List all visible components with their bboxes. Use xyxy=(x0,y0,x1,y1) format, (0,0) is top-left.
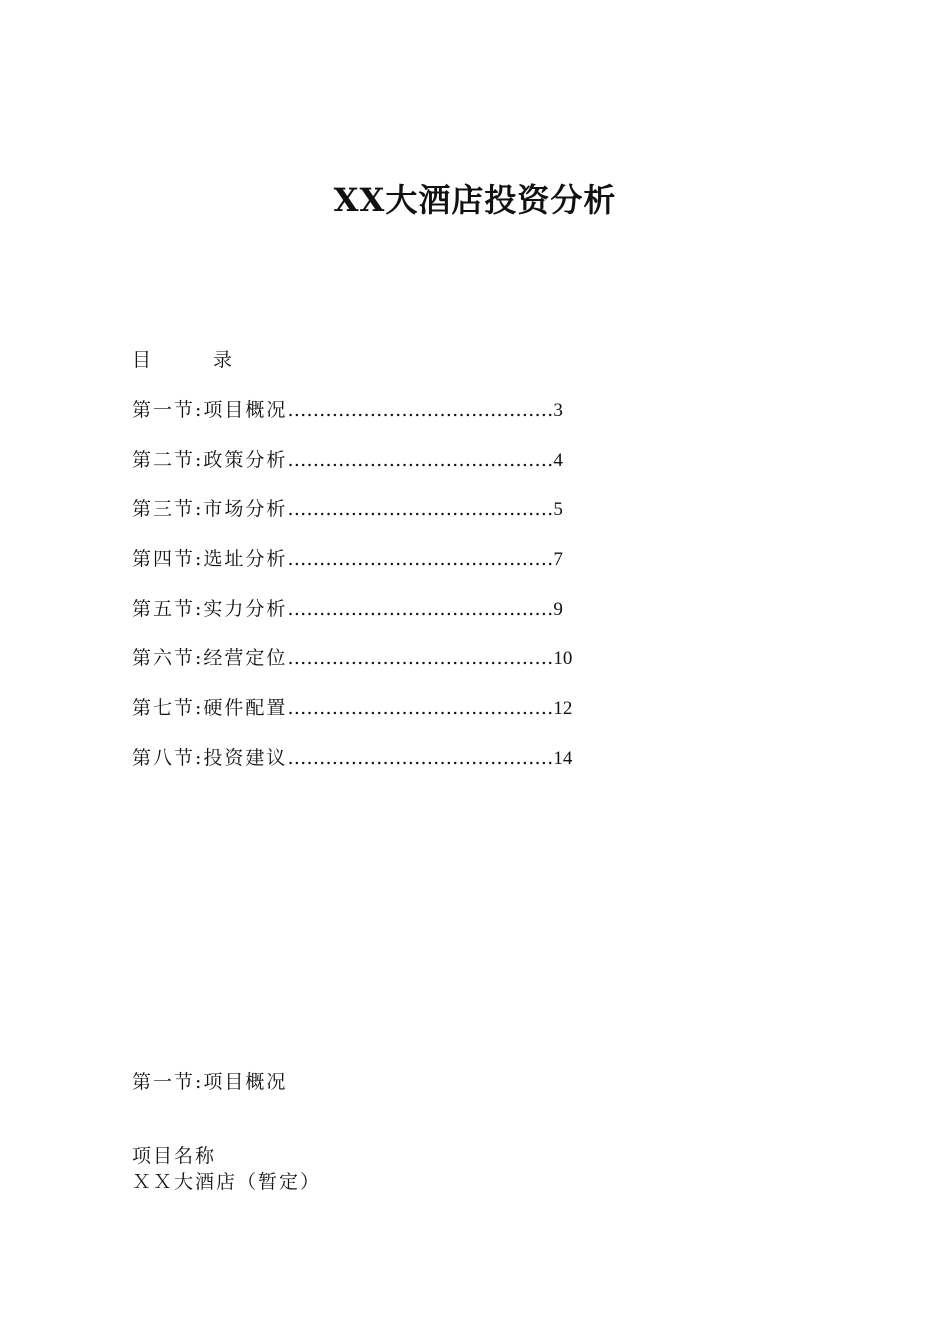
toc-entry-label: 第六节:经营定位 xyxy=(132,647,288,670)
toc-entry-label: 第二节:政策分析 xyxy=(132,448,288,471)
toc-entry-leader: …………………………………… xyxy=(287,697,554,720)
toc-entry[interactable] xyxy=(132,396,572,446)
toc-entry-leader: …………………………………… xyxy=(287,498,554,521)
toc-entry[interactable] xyxy=(132,495,572,545)
section-heading: 第一节:项目概况 xyxy=(132,1071,288,1093)
toc-entry-page: 14 xyxy=(553,747,573,769)
toc-entry[interactable] xyxy=(132,694,572,744)
toc-entry-label: 第八节:投资建议 xyxy=(132,746,288,769)
toc-entry-leader: …………………………………… xyxy=(287,399,554,421)
toc-entry-page: 5 xyxy=(553,499,563,521)
toc-entry-page: 10 xyxy=(553,648,573,670)
toc-entry-page: 9 xyxy=(553,598,563,620)
toc-entry-leader: …………………………………… xyxy=(287,746,554,769)
toc-heading: 目 录 xyxy=(132,349,261,371)
toc-entry-page: 4 xyxy=(553,449,563,471)
document-title: XX大酒店投资分析 xyxy=(333,181,617,219)
toc-entry-leader: …………………………………… xyxy=(287,597,554,620)
toc-entry-leader: …………………………………… xyxy=(287,548,554,571)
toc-entry-leader: …………………………………… xyxy=(287,647,554,670)
toc-entry-label: 第四节:选址分析 xyxy=(132,548,288,571)
toc-entry-page: 12 xyxy=(553,698,573,720)
toc-entry-page: 7 xyxy=(553,549,563,571)
toc-entry-label: 第三节:市场分析 xyxy=(132,498,288,521)
toc-entry-label: 第七节:硬件配置 xyxy=(132,697,288,720)
project-name-label: 项目名称 xyxy=(132,1145,217,1167)
project-name-value: ＸＸ大酒店（暂定） xyxy=(132,1171,322,1193)
table-of-contents xyxy=(132,396,572,794)
toc-entry[interactable] xyxy=(132,545,572,595)
toc-entry-page: 3 xyxy=(553,400,563,421)
toc-entry-label: 第一节:项目概况 xyxy=(132,399,288,421)
toc-entry[interactable] xyxy=(132,595,572,645)
toc-entry-leader: …………………………………… xyxy=(287,448,554,471)
toc-entry[interactable] xyxy=(132,446,572,496)
toc-entry-label: 第五节:实力分析 xyxy=(132,597,288,620)
toc-entry[interactable] xyxy=(132,644,572,694)
toc-entry[interactable] xyxy=(132,744,572,794)
